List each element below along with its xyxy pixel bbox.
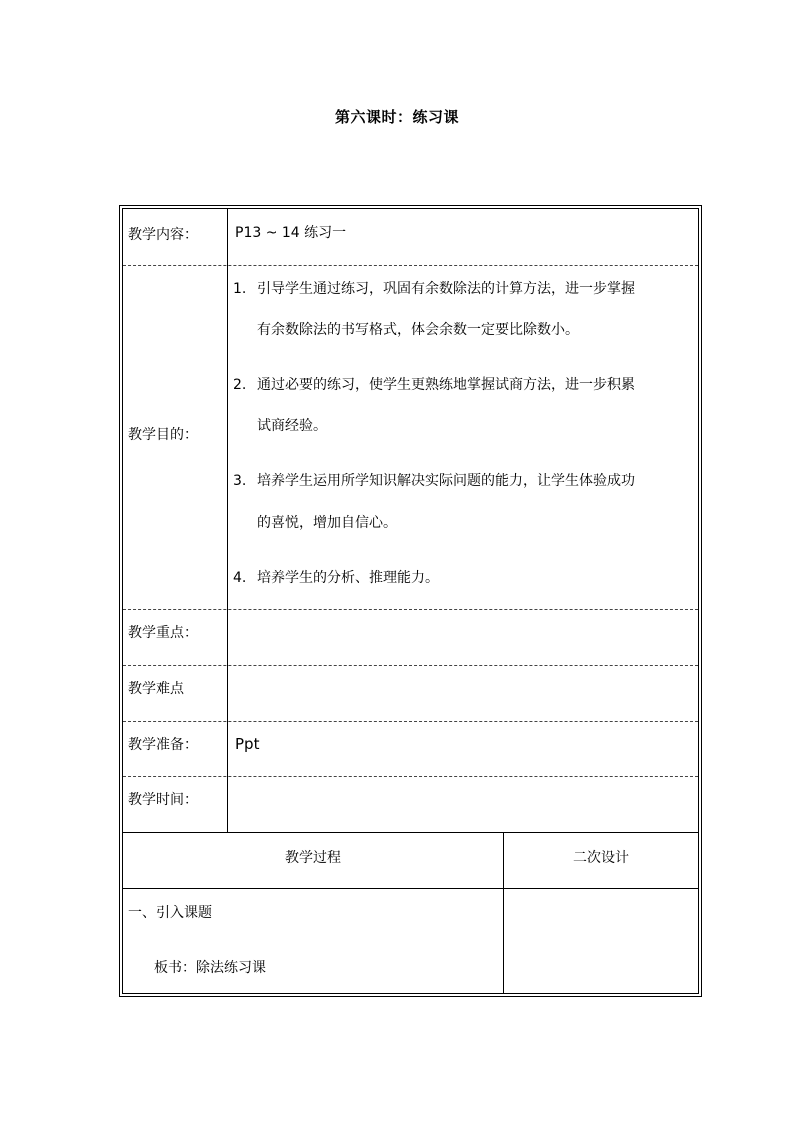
redesign-header: 二次设计: [573, 850, 629, 866]
goal-text: 引导学生通过练习，巩固有余数除法的计算方法，进一步掌握: [257, 281, 635, 297]
page-title: 第六课时：练习课: [334, 108, 459, 126]
goal-number: 3.: [233, 473, 247, 489]
difficulty-label: 教学难点: [128, 681, 184, 697]
prep-value: Ppt: [235, 735, 260, 753]
lesson-plan-table: [119, 205, 702, 997]
goal-text-continued: 的喜悦，增加自信心。: [257, 515, 397, 531]
goal-number: 2.: [233, 377, 247, 393]
row-divider: [123, 665, 698, 666]
goals-label: 教学目的：: [128, 427, 198, 443]
row-divider: [123, 888, 698, 889]
table-inner: [122, 208, 699, 994]
row-divider: [123, 832, 698, 833]
content-value: P13 ~ 14 练习一: [235, 225, 347, 241]
row-divider: [123, 721, 698, 722]
goal-text: 培养学生的分析、推理能力。: [257, 570, 439, 586]
goal-number: 1.: [233, 281, 247, 297]
row-divider: [123, 265, 698, 266]
goal-text-continued: 试商经验。: [257, 418, 327, 434]
board-writing: 板书：除法练习课: [154, 960, 266, 976]
goal-text: 培养学生运用所学知识解决实际问题的能力，让学生体验成功: [257, 473, 635, 489]
goal-text: 通过必要的练习，使学生更熟练地掌握试商方法，进一步积累: [257, 377, 635, 393]
time-label: 教学时间：: [128, 792, 198, 808]
prep-label: 教学准备：: [128, 737, 198, 753]
label-column-divider: [227, 209, 228, 832]
process-header: 教学过程: [285, 850, 341, 866]
content-label: 教学内容：: [128, 227, 198, 243]
goal-text-continued: 有余数除法的书写格式，体会余数一定要比除数小。: [257, 322, 579, 338]
key-label: 教学重点：: [128, 625, 198, 641]
section-heading: 一、引入课题: [128, 905, 212, 921]
row-divider: [123, 609, 698, 610]
row-divider: [123, 776, 698, 777]
goal-number: 4.: [233, 570, 247, 586]
